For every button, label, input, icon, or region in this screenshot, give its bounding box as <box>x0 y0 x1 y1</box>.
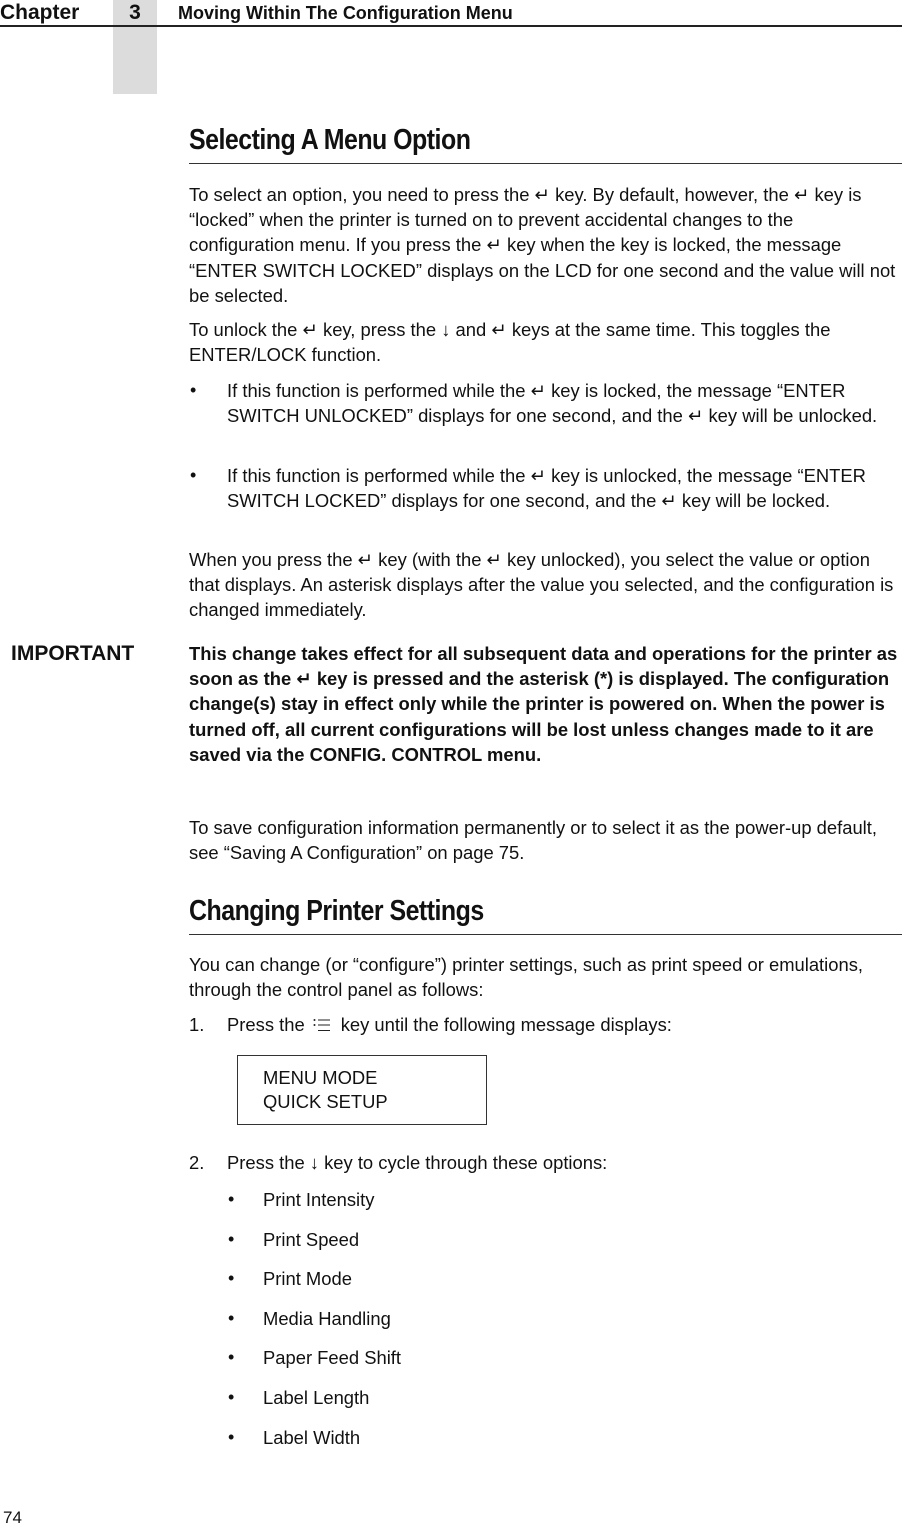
section-heading-rule <box>189 163 902 164</box>
section-heading-changing: Changing Printer Settings <box>189 895 484 927</box>
option-item: Print Intensity <box>263 1189 375 1210</box>
option-item: Media Handling <box>263 1308 391 1329</box>
bullet-dot: • <box>228 1189 235 1209</box>
bullet-item-unlocked: If this function is performed while the ↵ key is locked, the message “ENTER SWITCH UNLOCKED” displays for one second, and the ↵ key will be unlocked. <box>227 380 878 427</box>
step-2-text: Press the ↓ key to cycle through these options: <box>227 1152 608 1173</box>
option-item: Label Width <box>263 1427 361 1448</box>
paragraph-change-settings: You can change (or “configure”) printer settings, such as print speed or emulations, through the control panel as follows: <box>189 954 864 1001</box>
bullet-dot: • <box>228 1387 235 1407</box>
step-1-post: key until the following message displays: <box>340 1014 672 1035</box>
paragraph-save-config: To save configuration information permanently or to select it as the power-up default, see “Saving A Configuration” on page 75. <box>189 817 877 864</box>
option-item: Print Speed <box>263 1229 360 1250</box>
lcd-line-1: MENU MODE <box>263 1067 378 1088</box>
section-heading-rule <box>189 934 902 935</box>
option-item: Label Length <box>263 1387 370 1408</box>
bullet-dot: • <box>228 1427 235 1447</box>
lcd-line-2: QUICK SETUP <box>263 1091 388 1112</box>
option-item: Paper Feed Shift <box>263 1347 402 1368</box>
bullet-dot: • <box>228 1308 235 1328</box>
paragraph-select-option: To select an option, you need to press the ↵ key. By default, however, the ↵ key is “locked” when the printer is turned on to prevent accidental changes to the configuration menu. If you press the ↵ key when the key is locked, the message “ENTER SWITCH LOCKED” displays on the LCD for one second and the value will not be selected. <box>189 184 896 306</box>
step-number: 2. <box>189 1152 205 1173</box>
bullet-dot: • <box>228 1268 235 1288</box>
header-rule <box>0 25 902 27</box>
bullet-dot: • <box>228 1347 235 1367</box>
bullet-item-locked: If this function is performed while the ↵ key is unlocked, the message “ENTER SWITCH LOCKED” displays for one second, and the ↵ key will be locked. <box>227 465 866 512</box>
chapter-label: Chapter <box>0 1 80 24</box>
chapter-number: 3 <box>129 1 141 24</box>
paragraph-press-enter: When you press the ↵ key (with the ↵ key unlocked), you select the value or option that displays. An asterisk displays after the value you selected, and the configuration is changed immediately. <box>189 549 894 621</box>
paragraph-unlock: To unlock the ↵ key, press the ↓ and ↵ keys at the same time. This toggles the ENTER/LOCK function. <box>189 319 831 366</box>
step-1-pre: Press the <box>227 1014 305 1035</box>
important-label: IMPORTANT <box>11 642 135 665</box>
bullet-dot: • <box>190 465 197 485</box>
bullet-dot: • <box>228 1229 235 1249</box>
section-heading-selecting: Selecting A Menu Option <box>189 124 471 156</box>
important-text: This change takes effect for all subsequent data and operations for the printer as soon as the ↵ key is pressed and the asterisk (*) is displayed. The configuration change(s) stay in effect only while the printer is powered on. When the power is turned off, all current configurations will be lost unless changes made to it are saved via the CONFIG. CONTROL menu. <box>189 643 898 765</box>
option-item: Print Mode <box>263 1268 352 1289</box>
menu-key-icon <box>313 1017 331 1033</box>
step-1-text <box>227 1012 672 1037</box>
bullet-dot: • <box>190 380 197 400</box>
page-number: 74 <box>3 1508 22 1527</box>
running-title: Moving Within The Configuration Menu <box>178 3 513 23</box>
step-number: 1. <box>189 1014 205 1035</box>
